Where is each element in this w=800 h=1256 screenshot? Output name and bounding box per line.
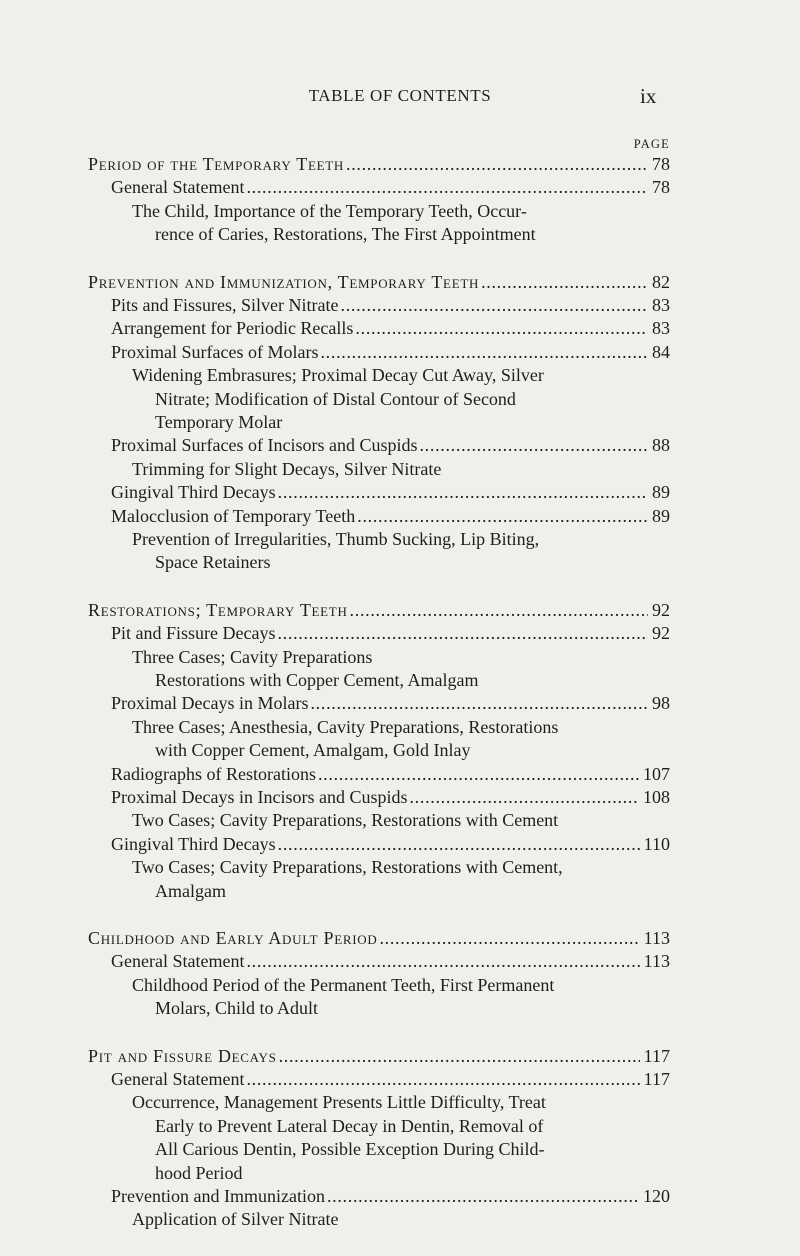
section-title: Restorations; Temporary Teeth (88, 599, 348, 620)
description-line: Space Retainers (155, 552, 271, 573)
dot-leader (379, 927, 639, 950)
entry-title: Gingival Third Decays (111, 833, 276, 854)
dot-leader (341, 294, 649, 317)
entry-title: Malocclusion of Temporary Teeth (111, 505, 356, 526)
entry-title: Proximal Surfaces of Molars (111, 341, 319, 362)
dot-leader (320, 341, 648, 364)
entry-description (88, 364, 670, 434)
dot-leader (346, 153, 648, 176)
toc-entry (88, 176, 670, 199)
entry-page: 120 (643, 1185, 670, 1206)
entry-page: 110 (643, 833, 670, 854)
section-title: Period of the Temporary Teeth (88, 154, 344, 174)
toc-section (88, 1045, 670, 1232)
section-heading (88, 153, 670, 176)
entry-description (88, 856, 670, 903)
section-heading (88, 927, 670, 950)
entry-title: General Statement (111, 1068, 245, 1089)
dot-leader (419, 434, 648, 457)
description-line: Molars, Child to Adult (155, 998, 319, 1019)
toc-entry (88, 622, 670, 645)
description-line: Two Cases; Cavity Preparations, Restorations with Cement (132, 810, 559, 831)
entry-description (88, 809, 670, 832)
entry-page: 88 (652, 435, 670, 456)
dot-leader (355, 317, 648, 340)
entry-page: 89 (652, 505, 670, 526)
description-line: Nitrate; Modification of Distal Contour of Second (155, 388, 516, 409)
toc-entry (88, 317, 670, 340)
description-line: Temporary Molar (155, 411, 283, 432)
description-line: hood Period (155, 1162, 243, 1183)
description-line: Application of Silver Nitrate (132, 1209, 339, 1230)
running-head (0, 86, 800, 110)
toc-entry (88, 763, 670, 786)
section-heading (88, 271, 670, 294)
dot-leader (279, 1045, 640, 1068)
dot-leader (318, 763, 639, 786)
section-page: 117 (643, 1045, 670, 1066)
entry-description (88, 200, 670, 247)
toc-entry (88, 692, 670, 715)
dot-leader (310, 692, 648, 715)
section-page: 113 (643, 927, 670, 948)
toc-entry (88, 294, 670, 317)
toc-section (88, 927, 670, 1021)
dot-leader (409, 786, 639, 809)
description-line: Amalgam (155, 880, 226, 901)
entry-title: Radiographs of Restorations (111, 763, 316, 784)
entry-title: Prevention and Immunization (111, 1185, 325, 1206)
entry-title: Proximal Decays in Molars (111, 693, 309, 714)
entry-page: 83 (652, 318, 670, 339)
dot-leader (246, 1068, 639, 1091)
entry-page: 78 (652, 177, 670, 198)
toc-entry (88, 481, 670, 504)
toc-entry (88, 1185, 670, 1208)
section-title: Prevention and Immunization, Temporary Teeth (88, 271, 480, 292)
dot-leader (278, 481, 648, 504)
description-line: Occurrence, Management Presents Little Difficulty, Treat (132, 1092, 546, 1113)
entry-page: 98 (652, 693, 670, 714)
page-column-label: PAGE (633, 137, 670, 151)
description-line: All Carious Dentin, Possible Exception During Child- (155, 1139, 545, 1160)
entry-description (88, 458, 670, 481)
dot-leader (481, 271, 648, 294)
description-line: rence of Caries, Restorations, The First Appointment (155, 224, 536, 245)
section-heading (88, 599, 670, 622)
section-page: 78 (652, 154, 670, 174)
table-of-contents (88, 153, 670, 1256)
description-line: Trimming for Slight Decays, Silver Nitrate (132, 458, 442, 479)
entry-description (88, 1208, 670, 1231)
section-title: Pit and Fissure Decays (88, 1045, 277, 1066)
entry-page: 84 (652, 341, 670, 362)
description-line: The Child, Importance of the Temporary Teeth, Occur- (132, 200, 527, 221)
toc-entry (88, 786, 670, 809)
description-line: Widening Embrasures; Proximal Decay Cut Away, Silver (132, 365, 544, 386)
entry-title: Pits and Fissures, Silver Nitrate (111, 294, 339, 315)
dot-leader (246, 176, 648, 199)
dot-leader (357, 505, 648, 528)
entry-title: Proximal Decays in Incisors and Cuspids (111, 786, 408, 807)
entry-description (88, 528, 670, 575)
dot-leader (277, 622, 648, 645)
description-line: Early to Prevent Lateral Decay in Dentin, Removal of (155, 1115, 544, 1136)
entry-page: 108 (643, 786, 670, 807)
entry-title: Arrangement for Periodic Recalls (111, 318, 354, 339)
description-line: Three Cases; Cavity Preparations (132, 646, 373, 667)
toc-entry (88, 1068, 670, 1091)
toc-entry (88, 434, 670, 457)
entry-page: 117 (643, 1068, 670, 1089)
entry-page: 107 (643, 763, 670, 784)
toc-entry (88, 833, 670, 856)
entry-page: 83 (652, 294, 670, 315)
description-line: with Copper Cement, Amalgam, Gold Inlay (155, 740, 471, 761)
entry-page: 92 (652, 623, 670, 644)
section-heading (88, 1045, 670, 1068)
entry-description (88, 716, 670, 763)
toc-section (88, 599, 670, 903)
toc-entry (88, 950, 670, 973)
section-page: 92 (652, 599, 670, 620)
dot-leader (278, 833, 640, 856)
description-line: Childhood Period of the Permanent Teeth, First Permanent (132, 974, 555, 995)
entry-title: General Statement (111, 951, 245, 972)
entry-description (88, 974, 670, 1021)
running-title: TABLE OF CONTENTS (308, 86, 492, 105)
description-line: Three Cases; Anesthesia, Cavity Preparations, Restorations (132, 716, 559, 737)
entry-page: 89 (652, 482, 670, 503)
dot-leader (350, 599, 648, 622)
section-title: Childhood and Early Adult Period (88, 927, 378, 948)
entry-description (88, 646, 670, 693)
description-line: Prevention of Irregularities, Thumb Sucking, Lip Biting, (132, 528, 540, 549)
description-line: Two Cases; Cavity Preparations, Restorations with Cement, (132, 857, 563, 878)
toc-section (88, 271, 670, 575)
dot-leader (327, 1185, 639, 1208)
description-line: Restorations with Copper Cement, Amalgam (155, 669, 479, 690)
toc-section (88, 153, 670, 247)
entry-title: Gingival Third Decays (111, 482, 276, 503)
entry-title: Proximal Surfaces of Incisors and Cuspids (111, 435, 418, 456)
entry-description (88, 1091, 670, 1185)
section-page: 82 (652, 271, 670, 292)
entry-title: General Statement (111, 177, 245, 198)
toc-entry (88, 341, 670, 364)
dot-leader (246, 950, 639, 973)
page-number: ix (640, 84, 657, 108)
entry-title: Pit and Fissure Decays (111, 623, 276, 644)
toc-entry (88, 505, 670, 528)
entry-page: 113 (643, 951, 670, 972)
